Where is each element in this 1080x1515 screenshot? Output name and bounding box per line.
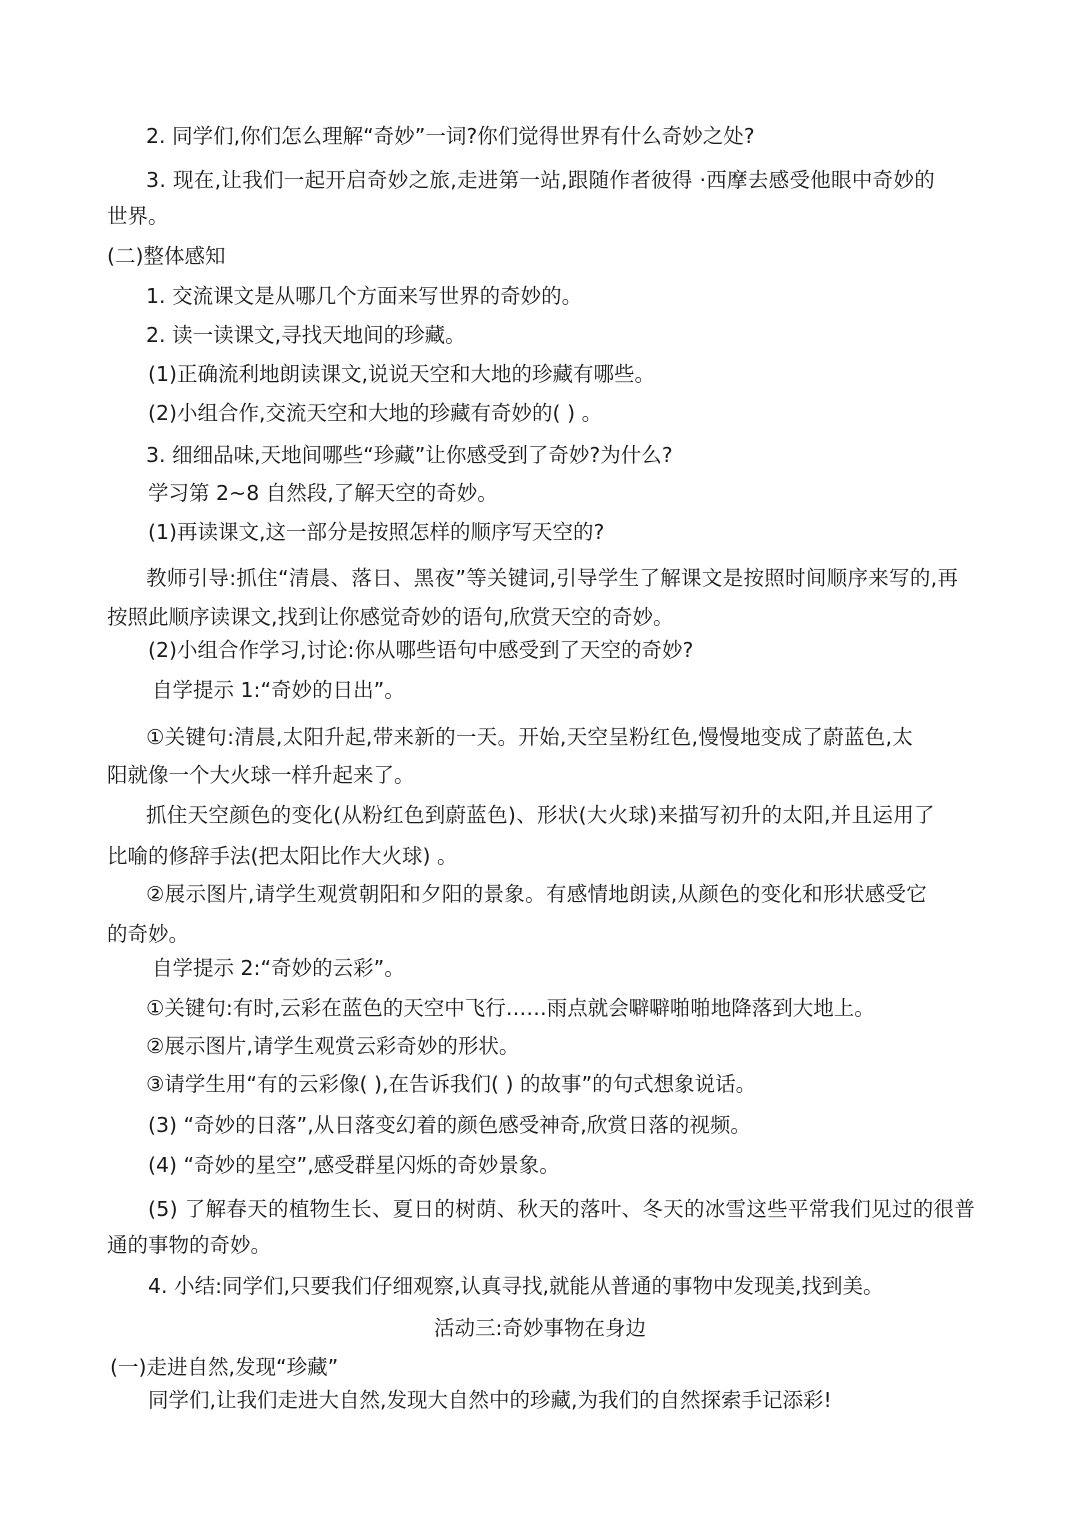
text-line: 自学提示 2:“奇妙的云彩”。 [152,956,405,980]
text-line: (5) 了解春天的植物生长、夏日的树荫、秋天的落叶、冬天的冰雪这些平常我们见过的很普 [148,1197,976,1221]
text-line: ②展示图片,请学生观赏云彩奇妙的形状。 [146,1034,520,1058]
text-line: (4) “奇妙的星空”,感受群星闪烁的奇妙景象。 [148,1153,560,1177]
text-line: 抓住天空颜色的变化(从粉红色到蔚蓝色)、形状(大火球)来描写初升的太阳,并且运用了 [146,803,935,827]
text-line: (2)小组合作学习,讨论:你从哪些语句中感受到了天空的奇妙? [148,638,694,662]
text-line: (2)小组合作,交流天空和大地的珍藏有奇妙的( ) 。 [148,401,603,425]
activity-heading: 活动三:奇妙事物在身边 [434,1316,646,1340]
text-line: ③请学生用“有的云彩像( ),在告诉我们( ) 的故事”的句式想象说话。 [146,1072,757,1096]
text-line: (3) “奇妙的日落”,从日落变幻着的颜色感受神奇,欣赏日落的视频。 [148,1113,751,1137]
text-line: 1. 交流课文是从哪几个方面来写世界的奇妙的。 [146,284,583,308]
text-line: 学习第 2~8 自然段,了解天空的奇妙。 [148,481,498,505]
text-line: 2. 读一读课文,寻找天地间的珍藏。 [146,323,466,347]
text-line: 世界。 [107,204,169,228]
text-line: 3. 现在,让我们一起开启奇妙之旅,走进第一站,跟随作者彼得 ·西摩去感受他眼中奇妙的 [146,168,936,192]
text-line: 同学们,让我们走进大自然,发现大自然中的珍藏,为我们的自然探索手记添彩! [148,1388,832,1412]
text-line: 的奇妙。 [107,922,189,946]
text-line: 自学提示 1:“奇妙的日出”。 [152,678,405,702]
text-line: 4. 小结:同学们,只要我们仔细观察,认真寻找,就能从普通的事物中发现美,找到美。 [148,1274,884,1298]
text-line: ①关键句:清晨,太阳升起,带来新的一天。开始,天空呈粉红色,慢慢地变成了蔚蓝色,太 [146,725,914,749]
text-line: ②展示图片,请学生观赏朝阳和夕阳的景象。有感情地朗读,从颜色的变化和形状感受它 [146,882,928,906]
section-heading: (一)走进自然,发现“珍藏” [110,1355,339,1379]
text-line: 2. 同学们,你们怎么理解“奇妙”一词?你们觉得世界有什么奇妙之处? [146,124,755,148]
text-line: (1)再读课文,这一部分是按照怎样的顺序写天空的? [148,520,605,544]
text-line: 教师引导:抓住“清晨、落日、黑夜”等关键词,引导学生了解课文是按照时间顺序来写的,再 [146,566,959,590]
text-line: (1)正确流利地朗读课文,说说天空和大地的珍藏有哪些。 [148,362,656,386]
section-heading: (二)整体感知 [107,244,226,268]
text-line: 通的事物的奇妙。 [107,1233,271,1257]
text-line: 阳就像一个大火球一样升起来了。 [107,763,415,787]
text-line: ①关键句:有时,云彩在蓝色的天空中飞行……雨点就会噼噼啪啪地降落到大地上。 [146,996,875,1020]
text-line: 按照此顺序读课文,找到让你感觉奇妙的语句,欣赏天空的奇妙。 [107,605,674,629]
text-line: 比喻的修辞手法(把太阳比作大火球) 。 [107,844,458,868]
text-line: 3. 细细品味,天地间哪些“珍藏”让你感受到了奇妙?为什么? [146,443,673,467]
